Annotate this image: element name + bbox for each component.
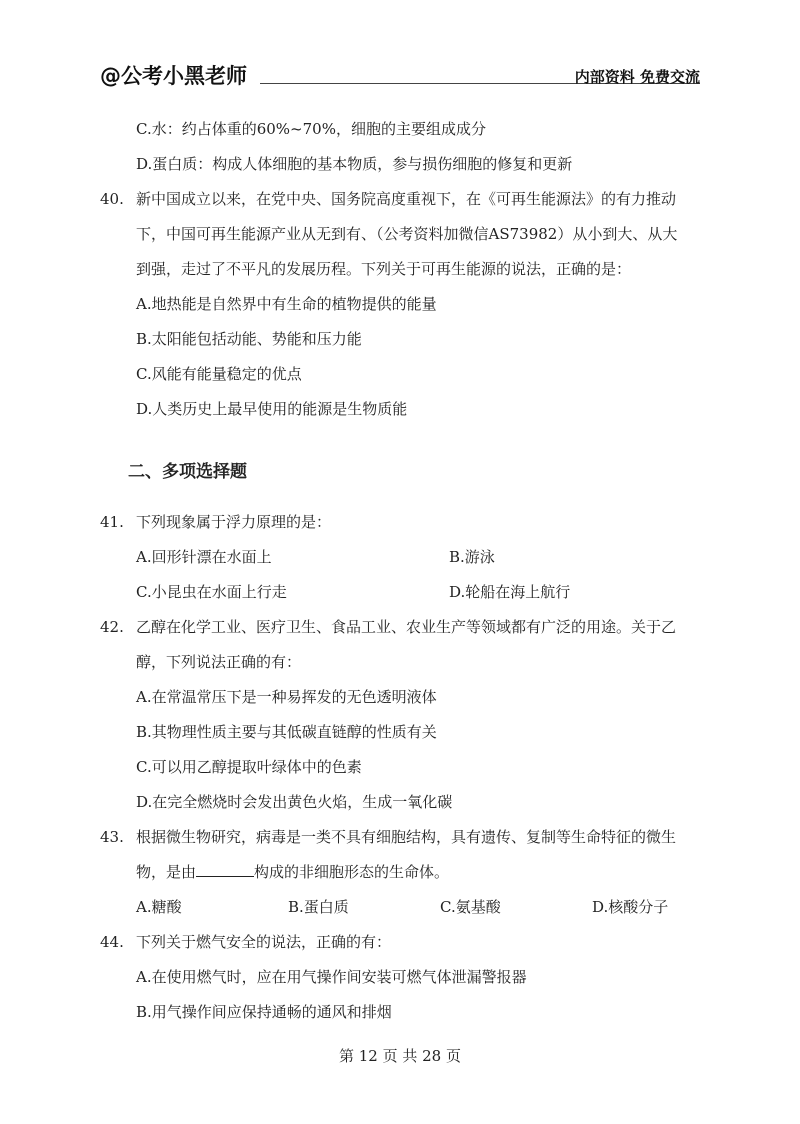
q43-option-d: D.核酸分子 bbox=[592, 898, 669, 916]
q44-stem-text: 下列关于燃气安全的说法，正确的有： bbox=[136, 933, 392, 951]
q43-stem-after-blank: 构成的非细胞形态的生命体。 bbox=[254, 863, 450, 881]
q44-option-a: A.在使用燃气时，应在用气操作间安装可燃气体泄漏警报器 bbox=[136, 968, 527, 986]
q42-number: 42. bbox=[100, 618, 124, 636]
page-number: 第 12 页 共 28 页 bbox=[338, 1047, 461, 1065]
q40-stem-text-1: 新中国成立以来，在党中央、国务院高度重视下，在《可再生能源法》的有力推动 bbox=[136, 190, 677, 208]
header-tagline: 内部资料 免费交流 bbox=[574, 68, 700, 86]
page-header bbox=[100, 58, 700, 88]
q43-options-row bbox=[100, 890, 704, 925]
page-content bbox=[100, 112, 704, 1030]
q41-stem bbox=[100, 505, 704, 540]
q41-stem-text: 下列现象属于浮力原理的是： bbox=[136, 513, 332, 531]
q42-stem-text-1: 乙醇在化学工业、医疗卫生、食品工业、农业生产等领域都有广泛的用途。关于乙 bbox=[136, 618, 677, 636]
q42-option-d: D.在完全燃烧时会发出黄色火焰，生成一氧化碳 bbox=[136, 793, 453, 811]
q40-stem-line-1 bbox=[100, 182, 704, 217]
q41-options-row-2 bbox=[100, 575, 704, 610]
q43-option-a: A.糖酸 bbox=[136, 898, 182, 916]
q43-stem-line-2 bbox=[100, 855, 704, 890]
q43-stem-text-1: 根据微生物研究，病毒是一类不具有细胞结构，具有遗传、复制等生命特征的微生 bbox=[136, 828, 677, 846]
q42-stem-line-1 bbox=[100, 610, 704, 645]
q43-option-c: C.氨基酸 bbox=[440, 898, 501, 916]
q44-option-b: B.用气操作间应保持通畅的通风和排烟 bbox=[136, 1003, 392, 1021]
q42-option-b: B.其物理性质主要与其低碳直链醇的性质有关 bbox=[136, 723, 437, 741]
section-title: 二、多项选择题 bbox=[128, 462, 247, 482]
q44-number: 44. bbox=[100, 933, 124, 951]
q41-options-row-1 bbox=[100, 540, 704, 575]
q43-stem-line-1 bbox=[100, 820, 704, 855]
brand-title: @公考小黑老师 bbox=[100, 64, 247, 88]
q43-answer-blank bbox=[196, 862, 254, 877]
q39-option-d: D.蛋白质：构成人体细胞的基本物质，参与损伤细胞的修复和更新 bbox=[136, 155, 573, 173]
q40-option-c: C.风能有能量稳定的优点 bbox=[136, 365, 302, 383]
q40-option-d: D.人类历史上最早使用的能源是生物质能 bbox=[136, 400, 408, 418]
q41-option-b: B.游泳 bbox=[449, 548, 495, 566]
q40-option-a: A.地热能是自然界中有生命的植物提供的能量 bbox=[136, 295, 437, 313]
q43-option-b: B.蛋白质 bbox=[288, 898, 349, 916]
q39-option-c: C.水：约占体重的60%~70%，细胞的主要组成成分 bbox=[136, 120, 486, 138]
q42-option-c: C.可以用乙醇提取叶绿体中的色素 bbox=[136, 758, 362, 776]
q40-stem-line-2: 下，中国可再生能源产业从无到有、（公考资料加微信AS73982）从小到大、从大 bbox=[136, 225, 678, 243]
q41-number: 41. bbox=[100, 513, 124, 531]
q41-option-a: A.回形针漂在水面上 bbox=[136, 548, 272, 566]
q42-option-a: A.在常温常压下是一种易挥发的无色透明液体 bbox=[136, 688, 437, 706]
q41-option-c: C.小昆虫在水面上行走 bbox=[136, 583, 287, 601]
q41-option-d: D.轮船在海上航行 bbox=[449, 583, 571, 601]
q40-stem-line-3: 到强，走过了不平凡的发展历程。下列关于可再生能源的说法，正确的是： bbox=[136, 260, 632, 278]
q43-number: 43. bbox=[100, 828, 124, 846]
q40-number: 40. bbox=[100, 190, 124, 208]
q44-stem bbox=[100, 925, 704, 960]
q43-stem-before-blank: 物，是由 bbox=[136, 863, 197, 881]
q40-option-b: B.太阳能包括动能、势能和压力能 bbox=[136, 330, 362, 348]
q42-stem-line-2: 醇，下列说法正确的有： bbox=[136, 653, 302, 671]
